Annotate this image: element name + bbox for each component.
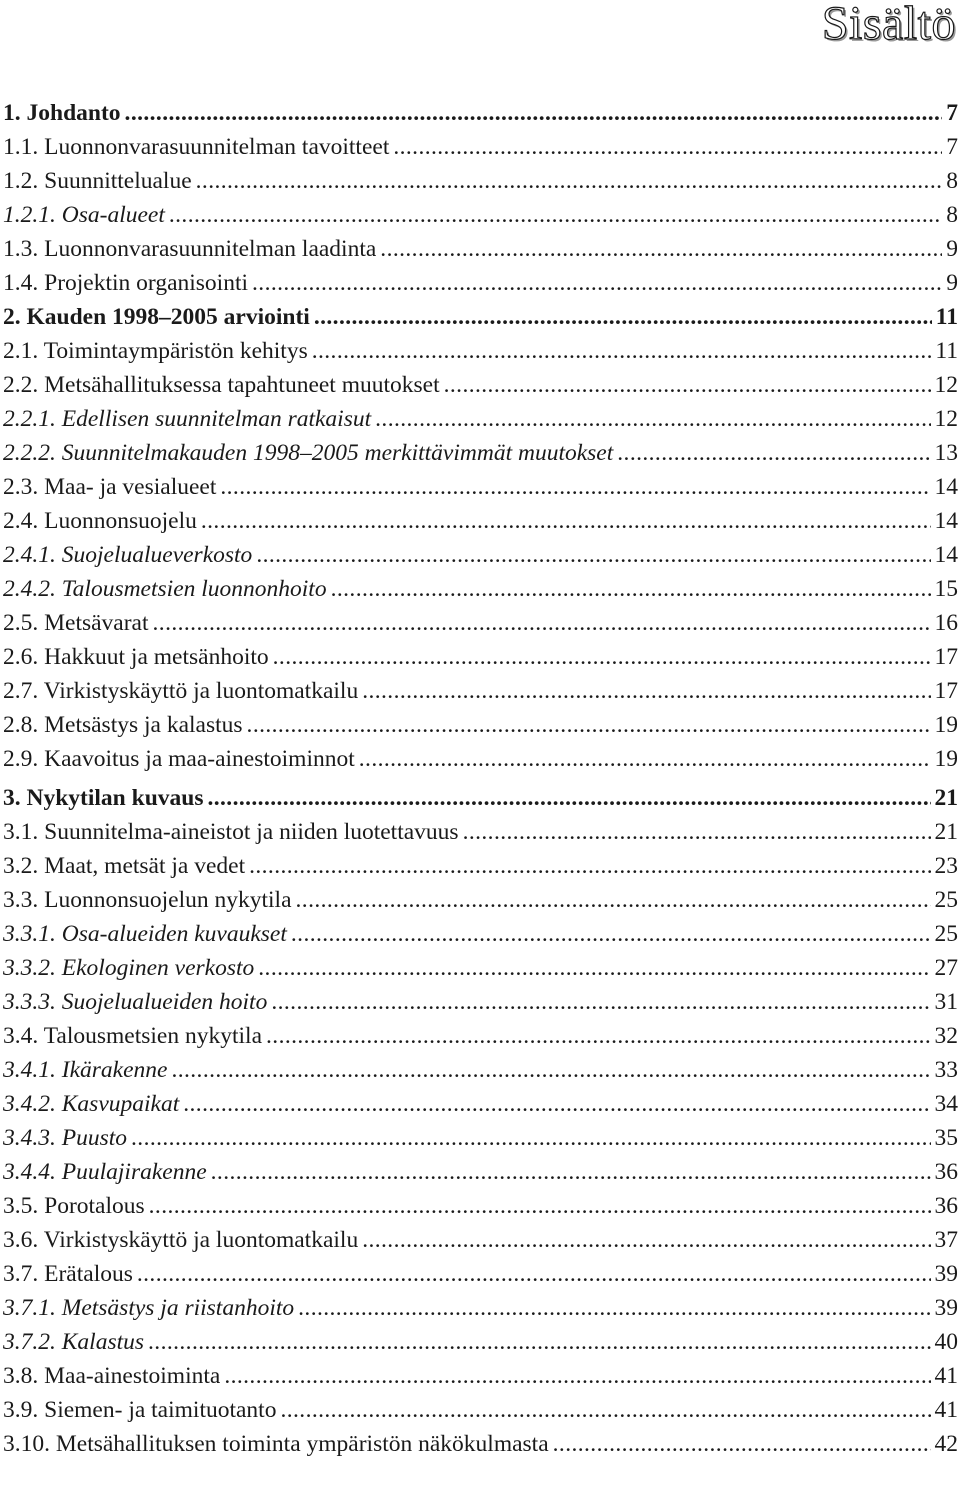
dot-leader bbox=[207, 781, 930, 815]
toc-entry-page-number: 15 bbox=[934, 576, 958, 602]
dot-leader bbox=[201, 504, 931, 538]
toc-entry-page-number: 21 bbox=[934, 819, 958, 845]
dot-leader bbox=[362, 674, 930, 708]
toc-entry[interactable] bbox=[3, 164, 958, 198]
toc-entry-label: 1.2.1. Osa-alueet bbox=[3, 202, 165, 228]
toc-entry-label: 2.2. Metsähallituksessa tapahtuneet muutokset bbox=[3, 372, 440, 398]
toc-entry-label: 3. Nykytilan kuvaus bbox=[3, 785, 204, 811]
toc-entry-page-number: 13 bbox=[934, 440, 958, 466]
toc-entry-page-number: 14 bbox=[934, 508, 958, 534]
toc-entry[interactable] bbox=[3, 985, 958, 1019]
toc-entry-page-number: 14 bbox=[934, 474, 958, 500]
toc-entry-page-number: 32 bbox=[934, 1023, 958, 1049]
toc-entry[interactable] bbox=[3, 1223, 958, 1257]
dot-leader bbox=[314, 300, 932, 334]
toc-entry[interactable] bbox=[3, 96, 958, 130]
dot-leader bbox=[280, 1393, 930, 1427]
toc-entry-label: 3.3.1. Osa-alueiden kuvaukset bbox=[3, 921, 287, 947]
toc-entry-label: 3.7.2. Kalastus bbox=[3, 1329, 145, 1355]
toc-entry-page-number: 19 bbox=[934, 746, 958, 772]
toc-entry[interactable] bbox=[3, 815, 958, 849]
dot-leader bbox=[153, 606, 931, 640]
toc-entry[interactable] bbox=[3, 436, 958, 470]
dot-leader bbox=[359, 742, 931, 776]
toc-entry-page-number: 34 bbox=[934, 1091, 958, 1117]
toc-entry-label: 3.1. Suunnitelma-aineistot ja niiden luotettavuus bbox=[3, 819, 459, 845]
dot-leader bbox=[256, 538, 930, 572]
toc-entry-label: 1. Johdanto bbox=[3, 100, 121, 126]
toc-entry[interactable] bbox=[3, 742, 958, 776]
toc-entry[interactable] bbox=[3, 1257, 958, 1291]
dot-leader bbox=[137, 1257, 931, 1291]
toc-entry-page-number: 9 bbox=[946, 270, 958, 296]
toc-entry[interactable] bbox=[3, 1053, 958, 1087]
dot-leader bbox=[258, 951, 930, 985]
toc-entry-label: 2.2.1. Edellisen suunnitelman ratkaisut bbox=[3, 406, 372, 432]
toc-entry-page-number: 8 bbox=[946, 168, 958, 194]
toc-entry[interactable] bbox=[3, 368, 958, 402]
toc-entry[interactable] bbox=[3, 266, 958, 300]
toc-entry-label: 2.6. Hakkuut ja metsänhoito bbox=[3, 644, 269, 670]
toc-entry[interactable] bbox=[3, 572, 958, 606]
toc-entry-label: 2.4.2. Talousmetsien luonnonhoito bbox=[3, 576, 327, 602]
toc-entry[interactable] bbox=[3, 232, 958, 266]
toc-entry-page-number: 11 bbox=[935, 338, 958, 364]
toc-entry-page-number: 14 bbox=[934, 542, 958, 568]
toc-entry-label: 2. Kauden 1998–2005 arviointi bbox=[3, 304, 310, 330]
dot-leader bbox=[149, 1189, 931, 1223]
dot-leader bbox=[247, 708, 931, 742]
toc-entry-page-number: 31 bbox=[934, 989, 958, 1015]
toc-entry[interactable] bbox=[3, 300, 958, 334]
toc-entry-page-number: 25 bbox=[934, 887, 958, 913]
toc-entry-page-number: 23 bbox=[934, 853, 958, 879]
toc-entry[interactable] bbox=[3, 402, 958, 436]
dot-leader bbox=[169, 198, 942, 232]
toc-entry-page-number: 33 bbox=[934, 1057, 958, 1083]
toc-entry-label: 3.7.1. Metsästys ja riistanhoito bbox=[3, 1295, 295, 1321]
toc-entry-label: 2.9. Kaavoitus ja maa-ainestoiminnot bbox=[3, 746, 355, 772]
toc-entry[interactable] bbox=[3, 1121, 958, 1155]
toc-entry[interactable] bbox=[3, 1019, 958, 1053]
dot-leader bbox=[252, 266, 942, 300]
toc-entry[interactable] bbox=[3, 640, 958, 674]
toc-entry[interactable] bbox=[3, 504, 958, 538]
toc-entry-page-number: 36 bbox=[934, 1159, 958, 1185]
toc-entry-page-number: 40 bbox=[934, 1329, 958, 1355]
toc-entry-label: 3.4.4. Puulajirakenne bbox=[3, 1159, 207, 1185]
toc-entry[interactable] bbox=[3, 674, 958, 708]
toc-entry-label: 3.2. Maat, metsät ja vedet bbox=[3, 853, 246, 879]
toc-entry-label: 3.4. Talousmetsien nykytila bbox=[3, 1023, 263, 1049]
dot-leader bbox=[273, 640, 931, 674]
toc-entry[interactable] bbox=[3, 708, 958, 742]
dot-leader bbox=[296, 883, 931, 917]
dot-leader bbox=[171, 1053, 930, 1087]
toc-entry-label: 3.5. Porotalous bbox=[3, 1193, 145, 1219]
toc-entry-page-number: 11 bbox=[935, 304, 958, 330]
toc-entry-page-number: 16 bbox=[934, 610, 958, 636]
dot-leader bbox=[380, 232, 942, 266]
toc-entry-label: 3.4.3. Puusto bbox=[3, 1125, 128, 1151]
dot-leader bbox=[196, 164, 943, 198]
toc-entry-page-number: 41 bbox=[934, 1397, 958, 1423]
toc-entry-label: 2.7. Virkistyskäyttö ja luontomatkailu bbox=[3, 678, 359, 704]
table-of-contents bbox=[3, 96, 958, 1461]
dot-leader bbox=[211, 1155, 931, 1189]
toc-entry-label: 3.6. Virkistyskäyttö ja luontomatkailu bbox=[3, 1227, 359, 1253]
dot-leader bbox=[220, 470, 930, 504]
toc-entry[interactable] bbox=[3, 849, 958, 883]
toc-entry-label: 2.4.1. Suojelualueverkosto bbox=[3, 542, 253, 568]
toc-entry[interactable] bbox=[3, 1291, 958, 1325]
toc-entry-label: 3.7. Erätalous bbox=[3, 1261, 133, 1287]
toc-entry[interactable] bbox=[3, 1427, 958, 1461]
toc-entry-page-number: 25 bbox=[934, 921, 958, 947]
toc-entry[interactable] bbox=[3, 130, 958, 164]
toc-entry-page-number: 27 bbox=[934, 955, 958, 981]
toc-entry-page-number: 8 bbox=[946, 202, 958, 228]
dot-leader bbox=[183, 1087, 930, 1121]
dot-leader bbox=[298, 1291, 930, 1325]
toc-entry[interactable] bbox=[3, 470, 958, 504]
dot-leader bbox=[249, 849, 930, 883]
dot-leader bbox=[617, 436, 930, 470]
toc-entry-label: 3.3.2. Ekologinen verkosto bbox=[3, 955, 255, 981]
toc-entry-label: 2.1. Toimintaympäristön kehitys bbox=[3, 338, 308, 364]
toc-entry-page-number: 19 bbox=[934, 712, 958, 738]
toc-entry-label: 3.3.3. Suojelualueiden hoito bbox=[3, 989, 268, 1015]
toc-entry-label: 2.2.2. Suunnitelmakauden 1998–2005 merkittävimmät muutokset bbox=[3, 440, 614, 466]
toc-entry-label: 3.4.2. Kasvupaikat bbox=[3, 1091, 180, 1117]
toc-entry[interactable] bbox=[3, 883, 958, 917]
dot-leader bbox=[291, 917, 931, 951]
toc-entry[interactable] bbox=[3, 1155, 958, 1189]
toc-entry-label: 3.3. Luonnonsuojelun nykytila bbox=[3, 887, 292, 913]
toc-entry-label: 1.1. Luonnonvarasuunnitelman tavoitteet bbox=[3, 134, 390, 160]
toc-entry-page-number: 39 bbox=[934, 1295, 958, 1321]
dot-leader bbox=[312, 334, 932, 368]
toc-entry-label: 1.2. Suunnittelualue bbox=[3, 168, 192, 194]
toc-entry-page-number: 12 bbox=[934, 372, 958, 398]
toc-entry-label: 3.4.1. Ikärakenne bbox=[3, 1057, 168, 1083]
toc-entry[interactable] bbox=[3, 1359, 958, 1393]
toc-entry-label: 1.3. Luonnonvarasuunnitelman laadinta bbox=[3, 236, 377, 262]
toc-entry-label: 3.10. Metsähallituksen toiminta ympäristön näkökulmasta bbox=[3, 1431, 549, 1457]
toc-entry[interactable] bbox=[3, 1087, 958, 1121]
toc-entry-page-number: 41 bbox=[934, 1363, 958, 1389]
dot-leader bbox=[331, 572, 931, 606]
dot-leader bbox=[444, 368, 931, 402]
toc-entry[interactable] bbox=[3, 606, 958, 640]
toc-entry-label: 3.9. Siemen- ja taimituotanto bbox=[3, 1397, 277, 1423]
toc-entry[interactable] bbox=[3, 538, 958, 572]
toc-entry-page-number: 12 bbox=[934, 406, 958, 432]
dot-leader bbox=[224, 1359, 930, 1393]
toc-entry[interactable] bbox=[3, 1325, 958, 1359]
toc-entry-label: 2.4. Luonnonsuojelu bbox=[3, 508, 197, 534]
toc-entry[interactable] bbox=[3, 198, 958, 232]
page-title: Sisältö bbox=[821, 0, 956, 50]
toc-entry-page-number: 42 bbox=[934, 1431, 958, 1457]
toc-entry-page-number: 7 bbox=[946, 100, 958, 126]
toc-entry-page-number: 39 bbox=[934, 1261, 958, 1287]
dot-leader bbox=[266, 1019, 930, 1053]
dot-leader bbox=[148, 1325, 930, 1359]
dot-leader bbox=[463, 815, 931, 849]
dot-leader bbox=[362, 1223, 930, 1257]
toc-entry[interactable] bbox=[3, 951, 958, 985]
toc-entry[interactable] bbox=[3, 917, 958, 951]
dot-leader bbox=[131, 1121, 930, 1155]
toc-entry[interactable] bbox=[3, 1189, 958, 1223]
toc-entry-page-number: 37 bbox=[934, 1227, 958, 1253]
toc-entry-page-number: 7 bbox=[946, 134, 958, 160]
toc-entry-page-number: 21 bbox=[934, 785, 958, 811]
dot-leader bbox=[553, 1427, 931, 1461]
dot-leader bbox=[271, 985, 930, 1019]
toc-entry-label: 2.3. Maa- ja vesialueet bbox=[3, 474, 217, 500]
toc-entry-page-number: 9 bbox=[946, 236, 958, 262]
toc-entry-label: 2.8. Metsästys ja kalastus bbox=[3, 712, 243, 738]
toc-entry[interactable] bbox=[3, 781, 958, 815]
toc-entry[interactable] bbox=[3, 334, 958, 368]
toc-entry[interactable] bbox=[3, 1393, 958, 1427]
toc-entry-page-number: 35 bbox=[934, 1125, 958, 1151]
toc-entry-page-number: 17 bbox=[934, 678, 958, 704]
dot-leader bbox=[125, 96, 943, 130]
toc-entry-page-number: 36 bbox=[934, 1193, 958, 1219]
toc-entry-label: 3.8. Maa-ainestoiminta bbox=[3, 1363, 221, 1389]
dot-leader bbox=[375, 402, 930, 436]
toc-entry-page-number: 17 bbox=[934, 644, 958, 670]
toc-entry-label: 1.4. Projektin organisointi bbox=[3, 270, 249, 296]
toc-entry-label: 2.5. Metsävarat bbox=[3, 610, 149, 636]
dot-leader bbox=[393, 130, 942, 164]
